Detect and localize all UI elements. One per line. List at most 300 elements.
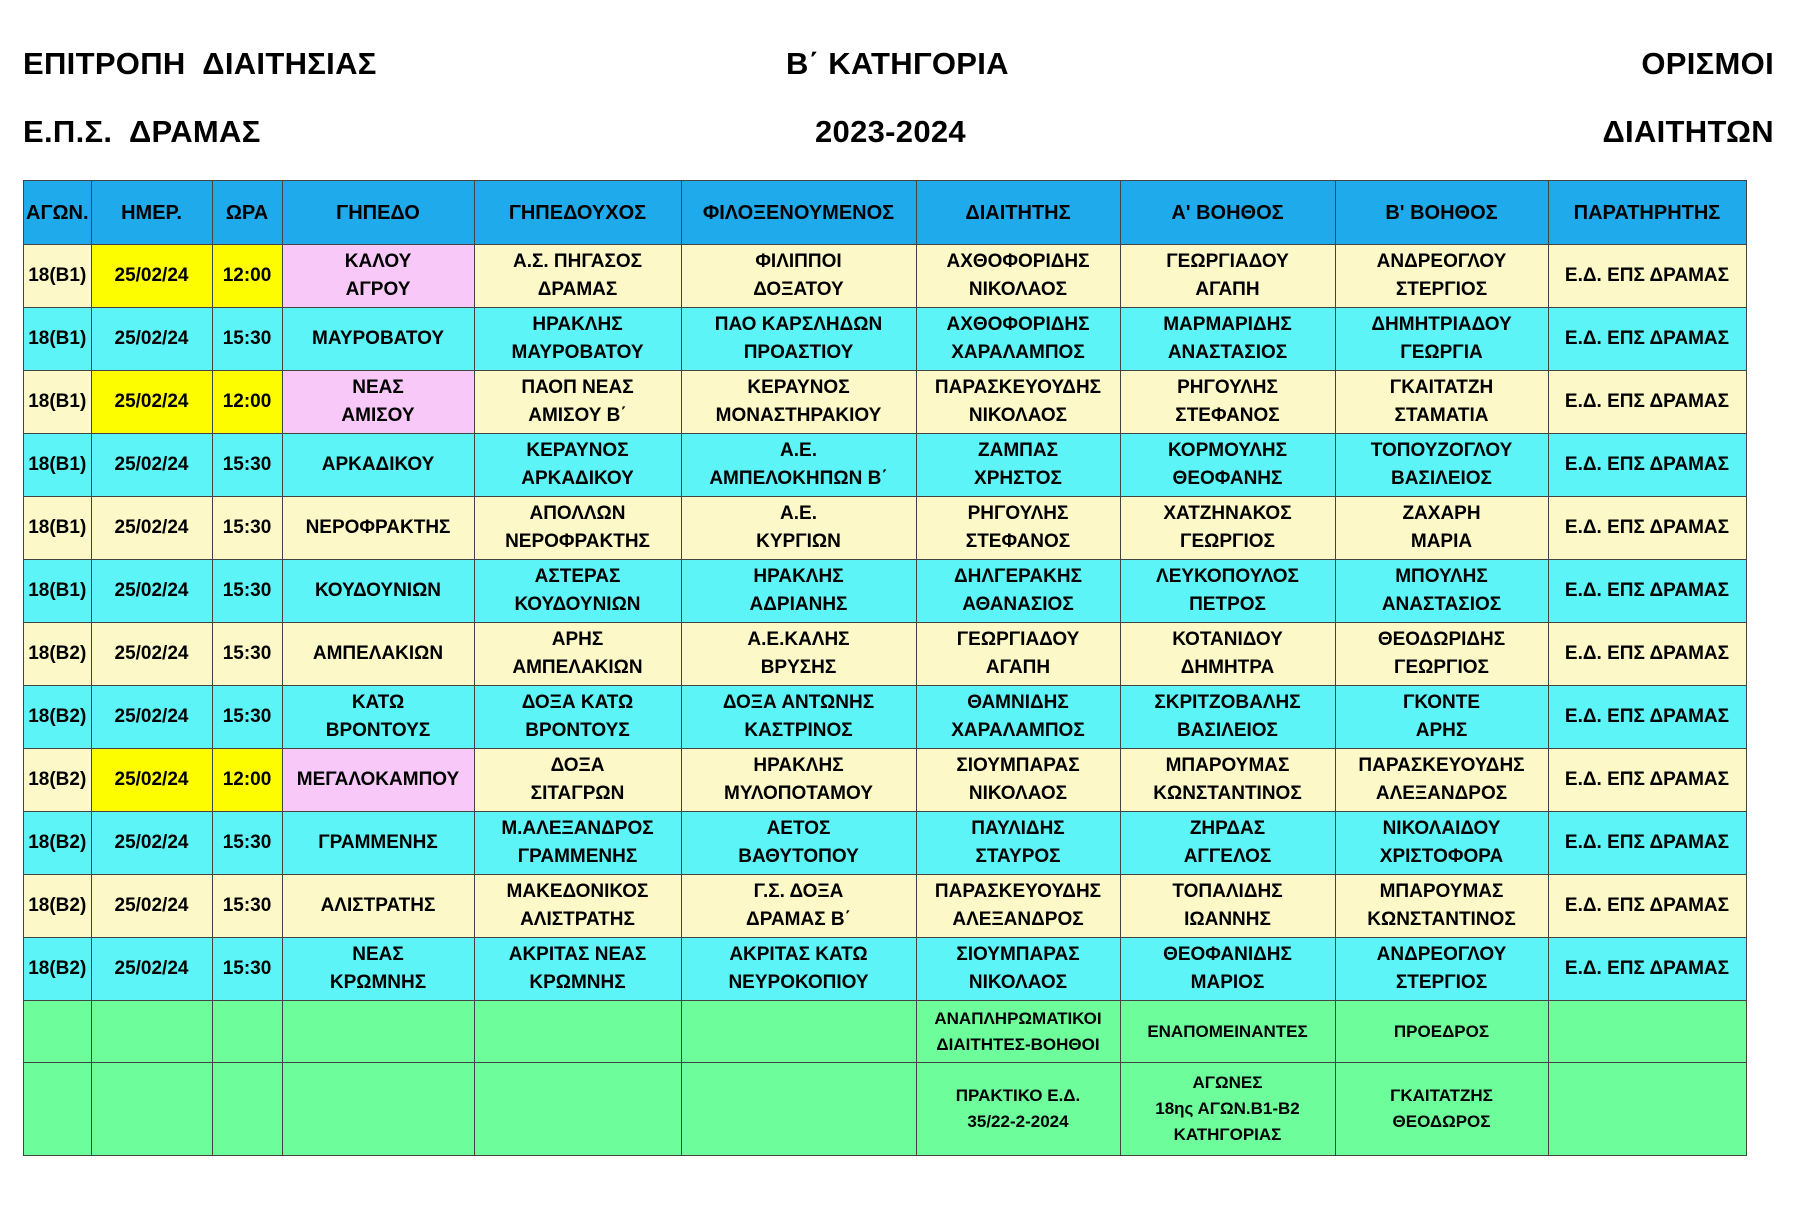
footer-assistant1-cell-line: ΑΓΩΝΕΣ [1192,1073,1263,1092]
match-code-cell: 18(Β1) [24,245,92,308]
home-team-cell-line: ΒΡΟΝΤΟΥΣ [525,720,630,741]
away-team-cell-line: ΒΡΥΣΗΣ [760,657,837,678]
home-team-cell [474,497,681,560]
assistant2-cell-line: ΠΑΡΑΣΚΕΥΟΥΔΗΣ [1358,755,1525,776]
home-team-cell-line: ΔΟΞΑ ΚΑΤΩ [521,692,634,713]
time-cell: 15:30 [212,497,282,560]
footer-referee-cell-line: 35/22-2-2024 [967,1112,1069,1131]
appointments-title: ΟΡΙΣΜΟΙ [1641,46,1774,81]
home-team-cell-line: ΑΠΟΛΛΩΝ [529,503,626,524]
away-team-cell-line: ΜΥΛΟΠΟΤΑΜΟΥ [724,783,873,804]
date-cell: 25/02/24 [91,938,212,1001]
home-team-cell-line: ΣΙΤΑΓΡΩΝ [530,783,625,804]
assistant2-cell-line: ΓΚΟΝΤΕ [1402,692,1481,713]
home-team-cell [474,434,681,497]
referee-cell-line: ΑΧΘΟΦΟΡΙΔΗΣ [946,314,1090,335]
assistant1-cell-line: ΚΩΝΣΤΑΝΤΙΝΟΣ [1153,783,1302,804]
assistant1-cell-line: ΜΑΡΙΟΣ [1190,972,1265,993]
assistant2-cell-line: ΔΗΜΗΤΡΙΑΔΟΥ [1371,314,1512,335]
empty-cell [212,1001,282,1063]
referee-cell [916,749,1120,812]
column-header: ΔΙΑΙΤΗΤΗΣ [916,181,1120,245]
referee-cell [916,623,1120,686]
away-team-cell-line: ΑΔΡΙΑΝΗΣ [749,594,848,615]
footer-assistant1-cell-line: 18ης ΑΓΩΝ.Β1-Β2 [1155,1099,1300,1118]
table-row [24,371,1747,434]
away-team-cell-line: ΔΡΑΜΑΣ Β΄ [746,909,851,930]
pitch-cell-line: ΚΑΛΟΥ [344,251,412,272]
observer-cell: Ε.Δ. ΕΠΣ ΔΡΑΜΑΣ [1548,623,1746,686]
pitch-cell [282,623,474,686]
assistant2-cell-line: ΒΑΣΙΛΕΙΟΣ [1391,468,1492,489]
observer-cell: Ε.Δ. ΕΠΣ ΔΡΑΜΑΣ [1548,497,1746,560]
pitch-cell [282,812,474,875]
observer-cell: Ε.Δ. ΕΠΣ ΔΡΑΜΑΣ [1548,875,1746,938]
referee-cell-line: ΣΙΟΥΜΠΑΡΑΣ [956,755,1080,776]
time-cell: 12:00 [212,245,282,308]
away-team-cell-line: Α.Ε.ΚΑΛΗΣ [747,629,850,650]
match-code-cell: 18(Β1) [24,560,92,623]
home-team-cell-line: ΚΡΩΜΝΗΣ [529,972,626,993]
assistant1-cell [1120,749,1335,812]
home-team-cell-line: ΑΜΠΕΛΑΚΙΩΝ [512,657,643,678]
table-row [24,686,1747,749]
match-code-cell: 18(Β2) [24,812,92,875]
time-cell: 12:00 [212,749,282,812]
referee-cell-line: ΑΓΑΠΗ [985,657,1051,678]
assistant1-cell-line: ΠΕΤΡΟΣ [1189,594,1266,615]
table-row [24,308,1747,371]
assistant2-cell-line: ΝΙΚΟΛΑΙΔΟΥ [1382,818,1501,839]
assistant1-cell-line: ΣΚΡΙΤΖΟΒΑΛΗΣ [1154,692,1301,713]
referee-cell-line: ΝΙΚΟΛΑΟΣ [968,783,1068,804]
assistant2-cell [1335,623,1548,686]
date-cell: 25/02/24 [91,812,212,875]
footer-referee-cell-line: ΠΡΑΚΤΙΚΟ Ε.Δ. [955,1086,1081,1105]
home-team-cell [474,623,681,686]
date-cell: 25/02/24 [91,560,212,623]
assistant1-cell-line: ΚΟΤΑΝΙΔΟΥ [1172,629,1283,650]
assistant2-cell-line: ΖΑΧΑΡΗ [1402,503,1481,524]
time-cell: 12:00 [212,371,282,434]
column-header: ΓΗΠΕΔΟ [282,181,474,245]
time-cell: 15:30 [212,686,282,749]
date-cell: 25/02/24 [91,875,212,938]
away-team-cell [681,434,916,497]
observer-cell: Ε.Δ. ΕΠΣ ΔΡΑΜΑΣ [1548,371,1746,434]
away-team-cell-line: ΚΥΡΓΙΩΝ [756,531,841,552]
assistant2-cell [1335,938,1548,1001]
referee-cell [916,245,1120,308]
assistant2-cell-line: ΚΩΝΣΤΑΝΤΙΝΟΣ [1367,909,1516,930]
referee-cell-line: ΝΙΚΟΛΑΟΣ [968,279,1068,300]
observer-cell: Ε.Δ. ΕΠΣ ΔΡΑΜΑΣ [1548,686,1746,749]
referee-cell-line: ΓΕΩΡΓΙΑΔΟΥ [956,629,1080,650]
referee-cell-line: ΔΗΛΓΕΡΑΚΗΣ [954,566,1082,587]
referee-cell-line: ΠΑΡΑΣΚΕΥΟΥΔΗΣ [934,377,1102,398]
date-cell: 25/02/24 [91,308,212,371]
empty-cell [1548,1001,1746,1063]
table-row [24,749,1747,812]
column-header: ΓΗΠΕΔΟΥΧΟΣ [474,181,681,245]
footer-row [24,1001,1747,1063]
assistant2-cell [1335,371,1548,434]
empty-cell [24,1001,92,1063]
away-team-cell-line: ΗΡΑΚΛΗΣ [753,755,844,776]
empty-cell [91,1063,212,1156]
time-cell: 15:30 [212,434,282,497]
away-team-cell-line: Α.Ε. [780,503,817,524]
time-cell: 15:30 [212,875,282,938]
pitch-cell-line: ΑΛΙΣΤΡΑΤΗΣ [320,895,436,916]
assistant1-cell-line: ΖΗΡΔΑΣ [1189,818,1266,839]
table-row [24,812,1747,875]
table-row [24,245,1747,308]
assistant2-cell [1335,875,1548,938]
time-cell: 15:30 [212,623,282,686]
assistant2-cell-line: ΑΝΔΡΕΟΓΛΟΥ [1376,944,1507,965]
referee-cell-line: ΡΗΓΟΥΛΗΣ [967,503,1069,524]
assistant2-cell [1335,497,1548,560]
table-header-row [24,181,1747,245]
empty-cell [282,1063,474,1156]
away-team-cell [681,560,916,623]
footer-assistant2-cell [1335,1063,1548,1156]
away-team-cell-line: ΑΜΠΕΛΟΚΗΠΩΝ Β΄ [709,468,888,489]
referees-title: ΔΙΑΙΤΗΤΩΝ [1602,114,1774,149]
match-code-cell: 18(Β1) [24,371,92,434]
assistant1-cell-line: ΤΟΠΑΛΙΔΗΣ [1172,881,1283,902]
home-team-cell-line: ΑΣΤΕΡΑΣ [534,566,621,587]
away-team-cell [681,497,916,560]
away-team-cell-line: Γ.Σ. ΔΟΞΑ [753,881,844,902]
date-cell: 25/02/24 [91,497,212,560]
away-team-cell-line: ΠΑΟ ΚΑΡΣΛΗΔΩΝ [714,314,883,335]
away-team-cell [681,308,916,371]
referee-cell [916,560,1120,623]
assistant1-cell-line: ΙΩΑΝΝΗΣ [1184,909,1271,930]
assistant2-cell-line: ΓΕΩΡΓΙΑ [1400,342,1483,363]
empty-cell [681,1001,916,1063]
referee-cell-line: ΧΑΡΑΛΑΜΠΟΣ [951,720,1085,741]
assistant2-cell-line: ΣΤΕΡΓΙΟΣ [1395,972,1488,993]
assistant2-cell [1335,686,1548,749]
away-team-cell [681,371,916,434]
column-header: ΗΜΕΡ. [91,181,212,245]
footer-referee-cell [916,1063,1120,1156]
assistant1-cell [1120,623,1335,686]
assistant2-cell-line: ΣΤΕΡΓΙΟΣ [1395,279,1488,300]
time-cell: 15:30 [212,308,282,371]
assistant1-cell-line: ΓΕΩΡΓΙΟΣ [1180,531,1275,552]
assistant1-cell [1120,560,1335,623]
observer-cell: Ε.Δ. ΕΠΣ ΔΡΑΜΑΣ [1548,308,1746,371]
home-team-cell-line: ΜΑΥΡΟΒΑΤΟΥ [511,342,644,363]
match-code-cell: 18(Β2) [24,938,92,1001]
pitch-cell-line: ΑΜΙΣΟΥ [341,405,415,426]
table-row [24,560,1747,623]
footer-assistant1-cell-line: ΚΑΤΗΓΟΡΙΑΣ [1173,1125,1282,1144]
table-row [24,623,1747,686]
match-code-cell: 18(Β1) [24,434,92,497]
home-team-cell-line: ΑΛΙΣΤΡΑΤΗΣ [520,909,635,930]
match-code-cell: 18(Β1) [24,497,92,560]
referee-cell-line: ΠΑΡΑΣΚΕΥΟΥΔΗΣ [934,881,1102,902]
empty-cell [681,1063,916,1156]
assistant1-cell-line: ΛΕΥΚΟΠΟΥΛΟΣ [1156,566,1299,587]
referee-cell [916,434,1120,497]
assistant2-cell-line: ΓΚΑΙΤΑΤΖΗ [1389,377,1494,398]
assistant1-cell [1120,686,1335,749]
pitch-cell-line: ΚΟΥΔΟΥΝΙΩΝ [314,580,442,601]
home-team-cell-line: ΚΕΡΑΥΝΟΣ [526,440,629,461]
match-code-cell: 18(Β2) [24,686,92,749]
home-team-cell-line: ΜΑΚΕΔΟΝΙΚΟΣ [506,881,649,902]
away-team-cell-line: ΠΡΟΑΣΤΙΟΥ [743,342,854,363]
away-team-cell-line: ΝΕΥΡΟΚΟΠΙΟΥ [728,972,869,993]
referee-cell-line: ΣΙΟΥΜΠΑΡΑΣ [956,944,1080,965]
away-team-cell [681,245,916,308]
match-code-cell: 18(Β2) [24,623,92,686]
assistant1-cell-line: ΔΗΜΗΤΡΑ [1180,657,1275,678]
association-name: Ε.Π.Σ. ΔΡΑΜΑΣ [23,114,261,149]
pitch-cell-line: ΚΡΩΜΝΗΣ [329,972,427,993]
away-team-cell-line: ΦΙΛΙΠΠΟΙ [755,251,842,272]
away-team-cell [681,875,916,938]
footer-referee-cell-line: ΑΝΑΠΛΗΡΩΜΑΤΙΚΟΙ [934,1008,1102,1028]
assistant1-cell-line: ΜΠΑΡΟΥΜΑΣ [1165,755,1290,776]
assistant2-cell-line: ΜΠΟΥΛΗΣ [1395,566,1488,587]
assistant1-cell-line: ΜΑΡΜΑΡΙΔΗΣ [1163,314,1292,335]
empty-cell [474,1063,681,1156]
away-team-cell-line: ΚΕΡΑΥΝΟΣ [747,377,850,398]
pitch-cell-line: ΜΑΥΡΟΒΑΤΟΥ [312,328,444,349]
assistant2-cell-line: ΜΑΡΙΑ [1410,531,1473,552]
assistant2-cell [1335,245,1548,308]
referee-cell-line: ΧΡΗΣΤΟΣ [974,468,1062,489]
assistant1-cell-line: ΑΓΓΕΛΟΣ [1183,846,1272,867]
pitch-cell [282,308,474,371]
away-team-cell-line: ΔΟΞΑ ΑΝΤΩΝΗΣ [722,692,875,713]
match-code-cell: 18(Β2) [24,875,92,938]
home-team-cell-line: ΑΚΡΙΤΑΣ ΝΕΑΣ [508,944,647,965]
footer-referee-cell [916,1001,1120,1063]
observer-cell: Ε.Δ. ΕΠΣ ΔΡΑΜΑΣ [1548,812,1746,875]
referee-cell [916,812,1120,875]
assistant1-cell-line: ΚΟΡΜΟΥΛΗΣ [1167,440,1288,461]
away-team-cell [681,749,916,812]
date-cell: 25/02/24 [91,686,212,749]
empty-cell [282,1001,474,1063]
home-team-cell [474,938,681,1001]
assistant2-cell [1335,434,1548,497]
assistant1-cell [1120,875,1335,938]
pitch-cell-line: ΜΕΓΑΛΟΚΑΜΠΟΥ [296,769,460,790]
assistant2-cell-line: ΣΤΑΜΑΤΙΑ [1394,405,1489,426]
category-title: Β΄ ΚΑΤΗΓΟΡΙΑ [786,46,1009,81]
pitch-cell [282,686,474,749]
assistant1-cell-line: ΑΓΑΠΗ [1195,279,1260,300]
footer-assistant2-cell-line: ΘΕΟΔΩΡΟΣ [1392,1112,1491,1131]
season: 2023-2024 [815,114,966,149]
home-team-cell-line: ΝΕΡΟΦΡΑΚΤΗΣ [505,531,650,552]
referee-cell-line: ΣΤΑΥΡΟΣ [975,846,1061,867]
date-cell: 25/02/24 [91,371,212,434]
assistant2-cell-line: ΤΟΠΟΥΖΟΓΛΟΥ [1370,440,1513,461]
assistant2-cell-line: ΑΝΔΡΕΟΓΛΟΥ [1376,251,1507,272]
pitch-cell-line: ΝΕΑΣ [352,377,404,398]
home-team-cell [474,749,681,812]
column-header: ΠΑΡΑΤΗΡΗΤΗΣ [1548,181,1746,245]
observer-cell: Ε.Δ. ΕΠΣ ΔΡΑΜΑΣ [1548,245,1746,308]
empty-cell [24,1063,92,1156]
column-header: ΦΙΛΟΞΕΝΟΥΜΕΝΟΣ [681,181,916,245]
assistant1-cell-line: ΓΕΩΡΓΙΑΔΟΥ [1166,251,1289,272]
assistant1-cell [1120,371,1335,434]
home-team-cell-line: ΑΡΗΣ [551,629,604,650]
pitch-cell [282,938,474,1001]
away-team-cell-line: ΗΡΑΚΛΗΣ [753,566,844,587]
assistant1-cell [1120,938,1335,1001]
column-header: Β' ΒΟΗΘΟΣ [1335,181,1548,245]
home-team-cell [474,371,681,434]
assistant1-cell [1120,497,1335,560]
home-team-cell-line: ΓΡΑΜΜΕΝΗΣ [517,846,638,867]
pitch-cell-line: ΑΡΚΑΔΙΚΟΥ [321,454,435,475]
away-team-cell [681,938,916,1001]
referee-cell [916,497,1120,560]
time-cell: 15:30 [212,812,282,875]
pitch-cell-line: ΑΜΠΕΛΑΚΙΩΝ [312,643,444,664]
assistant1-cell-line: ΑΝΑΣΤΑΣΙΟΣ [1167,342,1288,363]
assistant2-cell [1335,749,1548,812]
away-team-cell [681,686,916,749]
assistant2-cell [1335,308,1548,371]
footer-assistant2-cell-line: ΓΚΑΙΤΑΤΖΗΣ [1390,1086,1493,1105]
away-team-cell [681,812,916,875]
assistant1-cell [1120,308,1335,371]
footer-assistant1-cell [1120,1063,1335,1156]
referee-cell [916,686,1120,749]
footer-row [24,1063,1747,1156]
empty-cell [474,1001,681,1063]
away-team-cell-line: Α.Ε. [780,440,817,461]
referee-cell [916,875,1120,938]
footer-referee-cell-line: ΔΙΑΙΤΗΤΕΣ-ΒΟΗΘΟΙ [936,1034,1100,1054]
pitch-cell [282,434,474,497]
time-cell: 15:30 [212,938,282,1001]
home-team-cell [474,560,681,623]
observer-cell: Ε.Δ. ΕΠΣ ΔΡΑΜΑΣ [1548,938,1746,1001]
home-team-cell [474,245,681,308]
pitch-cell-line: ΝΕΑΣ [352,944,404,965]
referee-cell-line: ΝΙΚΟΛΑΟΣ [968,972,1068,993]
pitch-cell-line: ΝΕΡΟΦΡΑΚΤΗΣ [305,517,451,538]
empty-cell [212,1063,282,1156]
home-team-cell-line: ΚΟΥΔΟΥΝΙΩΝ [514,594,641,615]
pitch-cell [282,560,474,623]
referee-cell [916,371,1120,434]
committee-title: ΕΠΙΤΡΟΠΗ ΔΙΑΙΤΗΣΙΑΣ [23,46,377,81]
pitch-cell [282,245,474,308]
date-cell: 25/02/24 [91,749,212,812]
referee-cell-line: ΑΛΕΞΑΝΔΡΟΣ [952,909,1084,930]
observer-cell: Ε.Δ. ΕΠΣ ΔΡΑΜΑΣ [1548,434,1746,497]
assistant1-cell-line: ΘΕΟΦΑΝΙΔΗΣ [1163,944,1292,965]
pitch-cell [282,497,474,560]
home-team-cell-line: ΠΑΟΠ ΝΕΑΣ [521,377,634,398]
pitch-cell [282,371,474,434]
column-header: ΩΡΑ [212,181,282,245]
pitch-cell [282,875,474,938]
assistant2-cell [1335,812,1548,875]
home-team-cell-line: ΑΡΚΑΔΙΚΟΥ [521,468,634,489]
assistant2-cell-line: ΓΕΩΡΓΙΟΣ [1394,657,1489,678]
home-team-cell [474,812,681,875]
away-team-cell-line: ΒΑΘΥΤΟΠΟΥ [738,846,859,867]
table-row [24,434,1747,497]
referee-cell-line: ΑΘΑΝΑΣΙΟΣ [962,594,1074,615]
referee-cell-line: ΖΑΜΠΑΣ [978,440,1058,461]
referee-cell-line: ΧΑΡΑΛΑΜΠΟΣ [951,342,1085,363]
assistant2-cell-line: ΜΠΑΡΟΥΜΑΣ [1379,881,1504,902]
empty-cell [91,1001,212,1063]
away-team-cell-line: ΚΑΣΤΡΙΝΟΣ [744,720,853,741]
referee-cell-line: ΠΑΥΛΙΔΗΣ [971,818,1065,839]
away-team-cell-line: ΑΚΡΙΤΑΣ ΚΑΤΩ [729,944,868,965]
assistant2-cell-line: ΘΕΟΔΩΡΙΔΗΣ [1377,629,1506,650]
home-team-cell-line: ΔΟΞΑ [550,755,605,776]
referee-cell-line: ΣΤΕΦΑΝΟΣ [965,531,1071,552]
assistant2-cell-line: ΑΛΕΞΑΝΔΡΟΣ [1375,783,1508,804]
home-team-cell [474,686,681,749]
assistant2-cell [1335,560,1548,623]
table-row [24,497,1747,560]
column-header: ΑΓΩΝ. [24,181,92,245]
home-team-cell-line: Μ.ΑΛΕΞΑΝΔΡΟΣ [501,818,654,839]
away-team-cell-line: ΔΟΞΑΤΟΥ [753,279,844,300]
pitch-cell-line: ΚΑΤΩ [351,692,405,713]
date-cell: 25/02/24 [91,623,212,686]
empty-cell [1548,1063,1746,1156]
footer-assistant1-cell: ΕΝΑΠΟΜΕΙΝΑΝΤΕΣ [1120,1001,1335,1063]
away-team-cell-line: ΑΕΤΟΣ [766,818,831,839]
observer-cell: Ε.Δ. ΕΠΣ ΔΡΑΜΑΣ [1548,749,1746,812]
referee-cell-line: ΑΧΘΟΦΟΡΙΔΗΣ [946,251,1090,272]
table-row [24,938,1747,1001]
assistant1-cell-line: ΣΤΕΦΑΝΟΣ [1175,405,1280,426]
assistant1-cell [1120,812,1335,875]
column-header: Α' ΒΟΗΘΟΣ [1120,181,1335,245]
referee-assignments-table [23,180,1747,1156]
away-team-cell-line: ΜΟΝΑΣΤΗΡΑΚΙΟΥ [715,405,882,426]
assistant1-cell-line: ΡΗΓΟΥΛΗΣ [1177,377,1278,398]
pitch-cell-line: ΓΡΑΜΜΕΝΗΣ [318,832,438,853]
match-code-cell: 18(Β2) [24,749,92,812]
date-cell: 25/02/24 [91,245,212,308]
referee-cell-line: ΝΙΚΟΛΑΟΣ [968,405,1068,426]
home-team-cell-line: ΗΡΑΚΛΗΣ [532,314,623,335]
time-cell: 15:30 [212,560,282,623]
home-team-cell [474,308,681,371]
referee-cell-line: ΘΑΜΝΙΔΗΣ [967,692,1069,713]
date-cell: 25/02/24 [91,434,212,497]
assistant2-cell-line: ΧΡΙΣΤΟΦΟΡΑ [1379,846,1504,867]
assistant1-cell-line: ΧΑΤΖΗΝΑΚΟΣ [1163,503,1292,524]
assistant1-cell [1120,434,1335,497]
footer-assistant2-cell: ΠΡΟΕΔΡΟΣ [1335,1001,1548,1063]
home-team-cell-line: Α.Σ. ΠΗΓΑΣΟΣ [512,251,643,272]
